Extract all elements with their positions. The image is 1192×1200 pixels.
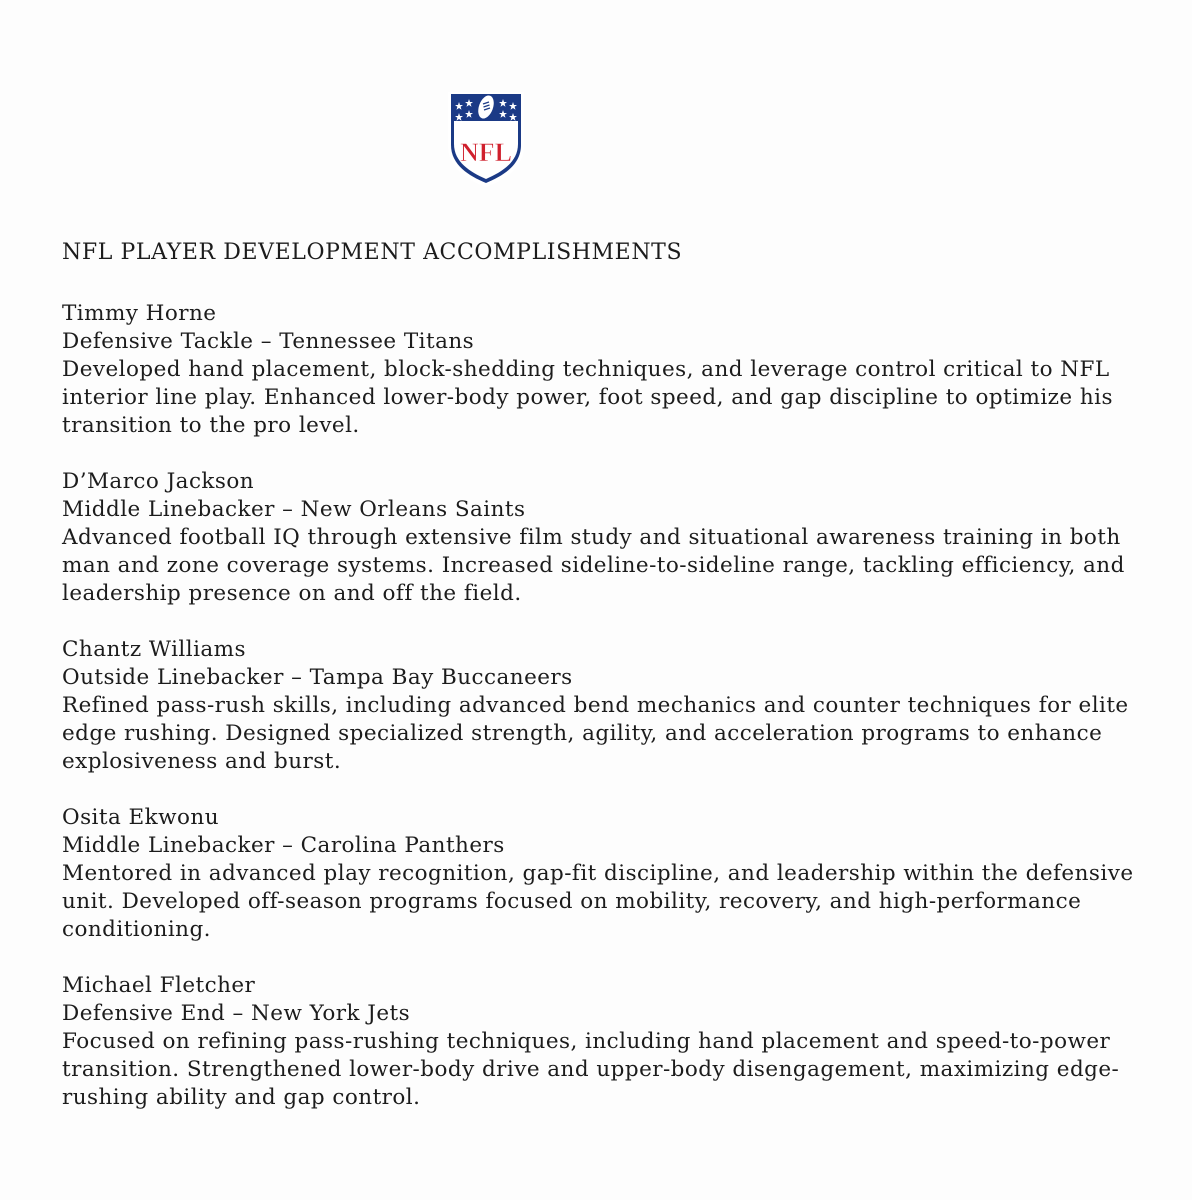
player-description: Refined pass-rush skills, including advanced bend mechanics and counter techniques for elite edge rushing. Designed specialized strength, agility, and acceleration programs to enhance explosiveness and burst. bbox=[62, 693, 1129, 774]
player-name: Osita Ekwonu bbox=[62, 805, 219, 830]
player-description: Developed hand placement, block-shedding techniques, and leverage control critical to NFL interior line play. Enhanced lower-body power, foot speed, and gap discipline to optimize his transition to the pro level. bbox=[62, 357, 1113, 438]
player-entry bbox=[62, 636, 1172, 776]
page-title: NFL PLAYER DEVELOPMENT ACCOMPLISHMENTS bbox=[62, 240, 683, 265]
player-entry bbox=[62, 300, 1172, 440]
player-role: Outside Linebacker – Tampa Bay Buccaneers bbox=[62, 665, 573, 690]
nfl-shield-logo bbox=[446, 88, 526, 188]
player-name: D’Marco Jackson bbox=[62, 469, 255, 494]
player-role: Middle Linebacker – New Orleans Saints bbox=[62, 497, 526, 522]
player-role: Middle Linebacker – Carolina Panthers bbox=[62, 833, 505, 858]
player-name: Timmy Horne bbox=[62, 301, 217, 326]
player-name: Chantz Williams bbox=[62, 637, 246, 662]
player-role: Defensive Tackle – Tennessee Titans bbox=[62, 329, 475, 354]
player-description: Advanced football IQ through extensive film study and situational awareness training in both man and zone coverage systems. Increased sideline-to-sideline range, tackling efficiency, and leadership presence on and off the field. bbox=[62, 525, 1125, 606]
player-entry bbox=[62, 804, 1172, 944]
player-entry bbox=[62, 972, 1172, 1112]
nfl-shield-icon bbox=[446, 88, 526, 188]
player-name: Michael Fletcher bbox=[62, 973, 256, 998]
player-description: Mentored in advanced play recognition, gap-fit discipline, and leadership within the defensive unit. Developed off-season programs focused on mobility, recovery, and high-performance conditioning. bbox=[62, 861, 1134, 942]
player-role: Defensive End – New York Jets bbox=[62, 1001, 411, 1026]
player-description: Focused on refining pass-rushing techniques, including hand placement and speed-to-power transition. Strengthened lower-body drive and upper-body disengagement, maximizing edge-rushing ability and gap control. bbox=[62, 1029, 1120, 1110]
player-entry bbox=[62, 468, 1172, 608]
document-body bbox=[62, 236, 1172, 1140]
logo-lettering: NFL bbox=[460, 138, 512, 167]
